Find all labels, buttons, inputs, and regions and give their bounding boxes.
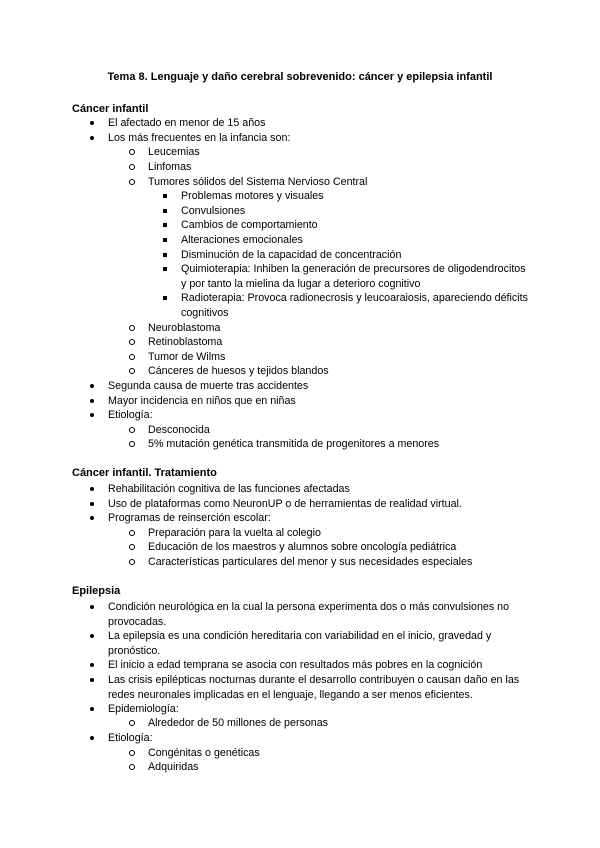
list-item: Cánceres de huesos y tejidos blandos — [148, 365, 329, 377]
list-item: Disminución de la capacidad de concentración — [181, 249, 402, 261]
list-item: Etiología: — [108, 732, 153, 744]
list-item: Las crisis epilépticas nocturnas durante el desarrollo contribuyen o causan daño en las redes neuronales implicadas en el lenguaje, llegando a ser menos eficientes. — [108, 674, 520, 701]
list-item: Cambios de comportamiento — [181, 219, 318, 231]
list-item: Neuroblastoma — [148, 322, 221, 334]
list-item: Alrededor de 50 millones de personas — [148, 717, 329, 729]
list-item: Educación de los maestros y alumnos sobre oncología pediátrica — [148, 541, 457, 553]
list-item: Mayor incidencia en niños que en niñas — [108, 395, 296, 407]
list-item: Alteraciones emocionales — [181, 234, 303, 246]
list-item: Convulsiones — [181, 205, 246, 217]
list-item: Los más frecuentes en la infancia son: — [108, 132, 291, 144]
list-item: Radioterapia: Provoca radionecrosis y leucoaraiosis, apareciendo déficits cognitivos — [181, 292, 528, 319]
page-title: Tema 8. Lenguaje y daño cerebral sobrevenido: cáncer y epilepsia infantil — [107, 71, 493, 83]
section-heading-tratamiento: Cáncer infantil. Tratamiento — [72, 467, 217, 479]
list-item: Congénitas o genéticas — [148, 747, 260, 759]
list-item: Desconocida — [148, 424, 210, 436]
list-item: Adquiridas — [148, 761, 199, 773]
section-heading-cancer-infantil: Cáncer infantil — [72, 103, 149, 115]
list-item: Segunda causa de muerte tras accidentes — [108, 380, 309, 392]
list-item: Condición neurológica en la cual la persona experimenta dos o más convulsiones no provocadas. — [108, 601, 510, 628]
list-item: Retinoblastoma — [148, 336, 223, 348]
list-item: 5% mutación genética transmitida de progenitores a menores — [148, 438, 440, 450]
list-item: Características particulares del menor y sus necesidades especiales — [148, 556, 473, 568]
list-item: La epilepsia es una condición hereditaria con variabilidad en el inicio, gravedad y pronóstico. — [108, 630, 492, 657]
list-item: El inicio a edad temprana se asocia con resultados más pobres en la cognición — [108, 659, 483, 671]
list-item: Uso de plataformas como NeuronUP o de herramientas de realidad virtual. — [108, 498, 462, 510]
list-item: Linfomas — [148, 161, 192, 173]
section-heading-epilepsia: Epilepsia — [72, 585, 121, 597]
list-item: Quimioterapia: Inhiben la generación de precursores de oligodendrocitos y por tanto la mielina da lugar a deterioro cognitivo — [181, 263, 526, 290]
list-item: Epidemiología: — [108, 703, 179, 715]
list-item: Rehabilitación cognitiva de las funciones afectadas — [108, 483, 350, 495]
list-item: Preparación para la vuelta al colegio — [148, 527, 321, 539]
list-item: Tumor de Wilms — [148, 351, 226, 363]
list-item: Tumores sólidos del Sistema Nervioso Central — [148, 176, 368, 188]
list-item: El afectado en menor de 15 años — [108, 117, 266, 129]
list-item: Problemas motores y visuales — [181, 190, 324, 202]
list-item: Etiología: — [108, 409, 153, 421]
list-item: Programas de reinserción escolar: — [108, 512, 271, 524]
list-item: Leucemias — [148, 146, 200, 158]
